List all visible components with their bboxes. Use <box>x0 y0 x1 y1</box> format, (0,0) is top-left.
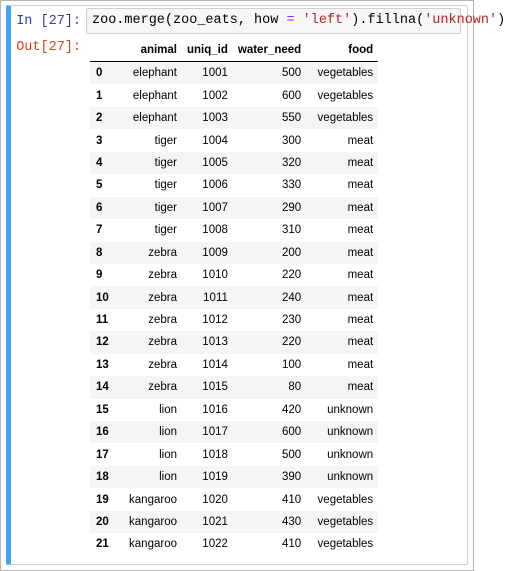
cell-food: meat <box>347 358 374 371</box>
cell-food: vegetables <box>317 112 374 125</box>
cell-uniq-id: 1018 <box>202 448 228 461</box>
output-prompt: Out[27]: <box>16 40 81 55</box>
code-string: 'unknown' <box>424 13 498 28</box>
cell-animal: kangaroo <box>129 493 177 506</box>
column-header-food: food <box>306 39 378 62</box>
cell-uniq-id: 1005 <box>202 156 228 169</box>
cell-water-need: 410 <box>281 493 302 506</box>
table-row <box>90 421 378 443</box>
cell-animal: tiger <box>154 224 177 237</box>
cell-animal: kangaroo <box>129 515 177 528</box>
cell-uniq-id: 1016 <box>202 403 228 416</box>
cell-water-need: 240 <box>281 291 302 304</box>
cell-water-need: 290 <box>281 201 302 214</box>
table-row <box>90 174 378 196</box>
cell-water-need: 600 <box>281 89 302 102</box>
cell-water-need: 300 <box>281 134 302 147</box>
cell-uniq-id: 1014 <box>202 358 228 371</box>
cell-animal: zebra <box>148 381 177 394</box>
table-row <box>90 107 378 129</box>
cell-water-need: 310 <box>281 224 302 237</box>
row-index: 18 <box>96 471 109 484</box>
cell-water-need: 410 <box>281 538 302 551</box>
cell-uniq-id: 1013 <box>202 336 228 349</box>
cell-uniq-id: 1004 <box>202 134 228 147</box>
table-row <box>90 376 378 398</box>
cell-water-need: 220 <box>281 269 302 282</box>
row-index: 8 <box>96 246 103 259</box>
table-row <box>90 62 378 85</box>
cell-water-need: 500 <box>281 448 302 461</box>
cell-animal: lion <box>159 403 177 416</box>
cell-uniq-id: 1008 <box>202 224 228 237</box>
column-header-water-need: water_need <box>233 39 306 62</box>
table-row <box>90 443 378 465</box>
cell-uniq-id: 1001 <box>202 67 228 80</box>
code-operator: = <box>286 13 295 28</box>
code-input[interactable] <box>86 8 505 34</box>
cell-uniq-id: 1020 <box>202 493 228 506</box>
cell-water-need: 430 <box>281 515 302 528</box>
row-index: 20 <box>96 515 109 528</box>
cell-food: vegetables <box>317 493 374 506</box>
cell-water-need: 100 <box>281 358 302 371</box>
cell-animal: zebra <box>148 291 177 304</box>
cell-water-need: 330 <box>281 179 302 192</box>
row-index: 3 <box>96 134 103 147</box>
row-index: 0 <box>96 67 103 80</box>
cell-uniq-id: 1010 <box>202 269 228 282</box>
row-index: 6 <box>96 201 103 214</box>
cell-food: meat <box>347 246 374 259</box>
cell-animal: tiger <box>154 179 177 192</box>
cell-food: meat <box>347 381 374 394</box>
table-row <box>90 286 378 308</box>
table-row <box>90 219 378 241</box>
cell-animal: lion <box>159 426 177 439</box>
table-row <box>90 488 378 510</box>
row-index: 1 <box>96 89 103 102</box>
row-index: 12 <box>96 336 109 349</box>
cell-uniq-id: 1022 <box>202 538 228 551</box>
table-row <box>90 309 378 331</box>
table-row <box>90 354 378 376</box>
cell-animal: tiger <box>154 134 177 147</box>
table-row <box>90 242 378 264</box>
cell-water-need: 80 <box>288 381 302 394</box>
cell-food: meat <box>347 179 374 192</box>
cell-uniq-id: 1007 <box>202 201 228 214</box>
code-token: ) <box>497 13 505 28</box>
table-row <box>90 533 378 555</box>
row-index: 11 <box>96 314 109 327</box>
cell-animal: kangaroo <box>129 538 177 551</box>
cell-animal: tiger <box>154 156 177 169</box>
table-row <box>90 511 378 533</box>
column-header-uniq-id: uniq_id <box>182 39 233 62</box>
cell-food: unknown <box>327 471 374 484</box>
cell-uniq-id: 1011 <box>203 291 228 304</box>
cell-food: vegetables <box>317 538 374 551</box>
cell-water-need: 600 <box>281 426 302 439</box>
cell-water-need: 220 <box>281 336 302 349</box>
cell-food: meat <box>347 314 374 327</box>
cell-animal: zebra <box>148 314 177 327</box>
row-index: 16 <box>96 426 109 439</box>
cell-animal: tiger <box>154 201 177 214</box>
cell-food: unknown <box>327 448 374 461</box>
table-row <box>90 129 378 151</box>
cell-uniq-id: 1003 <box>202 112 228 125</box>
input-prompt: In [27]: <box>16 14 81 29</box>
cell-water-need: 390 <box>281 471 302 484</box>
cell-uniq-id: 1009 <box>202 246 228 259</box>
code-token <box>295 13 303 28</box>
table-row <box>90 399 378 421</box>
row-index: 15 <box>96 403 109 416</box>
table-row <box>90 331 378 353</box>
cell-food: meat <box>347 291 374 304</box>
cell-uniq-id: 1012 <box>202 314 228 327</box>
cell-uniq-id: 1006 <box>202 179 228 192</box>
table-row <box>90 84 378 106</box>
cell-animal: elephant <box>132 89 177 102</box>
row-index: 21 <box>96 538 109 551</box>
table-body <box>90 62 378 556</box>
row-index: 9 <box>96 269 103 282</box>
row-index: 2 <box>96 112 103 125</box>
row-index: 7 <box>96 224 103 237</box>
cell-water-need: 230 <box>281 314 302 327</box>
cell-water-need: 320 <box>281 156 302 169</box>
cell-food: meat <box>347 336 374 349</box>
cell-animal: zebra <box>148 358 177 371</box>
row-index: 5 <box>96 179 103 192</box>
cell-food: vegetables <box>317 515 374 528</box>
cell-animal: elephant <box>132 112 177 125</box>
cell-uniq-id: 1017 <box>202 426 228 439</box>
cell-food: unknown <box>327 403 374 416</box>
table-header-row <box>90 39 378 62</box>
cell-water-need: 550 <box>281 112 302 125</box>
cell-food: unknown <box>327 426 374 439</box>
dataframe-table <box>90 39 378 556</box>
cell-animal: zebra <box>148 269 177 282</box>
row-index: 13 <box>96 358 109 371</box>
table-row <box>90 197 378 219</box>
table-row <box>90 264 378 286</box>
cell-food: meat <box>347 201 374 214</box>
table-row <box>90 152 378 174</box>
code-string: 'left' <box>302 13 352 28</box>
cell-uniq-id: 1002 <box>202 89 228 102</box>
column-header-animal: animal <box>114 39 182 62</box>
row-index: 10 <box>96 291 109 304</box>
row-index: 4 <box>96 156 103 169</box>
code-token: zoo.merge(zoo_eats, how <box>92 13 287 28</box>
table-row <box>90 466 378 488</box>
cell-animal: elephant <box>132 67 177 80</box>
cell-water-need: 420 <box>281 403 302 416</box>
row-index: 19 <box>96 493 109 506</box>
cell-food: meat <box>347 134 374 147</box>
cell-animal: lion <box>159 471 177 484</box>
cell-water-need: 200 <box>281 246 302 259</box>
cell-animal: zebra <box>148 336 177 349</box>
row-index: 17 <box>96 448 109 461</box>
cell-uniq-id: 1019 <box>202 471 228 484</box>
code-token: ).fillna( <box>351 13 425 28</box>
cell-animal: lion <box>159 448 177 461</box>
cell-food: vegetables <box>317 89 374 102</box>
cell-water-need: 500 <box>281 67 302 80</box>
cell-food: meat <box>347 156 374 169</box>
cell-food: meat <box>347 269 374 282</box>
cell-food: meat <box>347 224 374 237</box>
cell-food: vegetables <box>317 67 374 80</box>
cell-animal: zebra <box>148 246 177 259</box>
row-index: 14 <box>96 381 109 394</box>
cell-uniq-id: 1015 <box>202 381 228 394</box>
cell-uniq-id: 1021 <box>202 515 228 528</box>
column-header-index <box>90 39 114 62</box>
